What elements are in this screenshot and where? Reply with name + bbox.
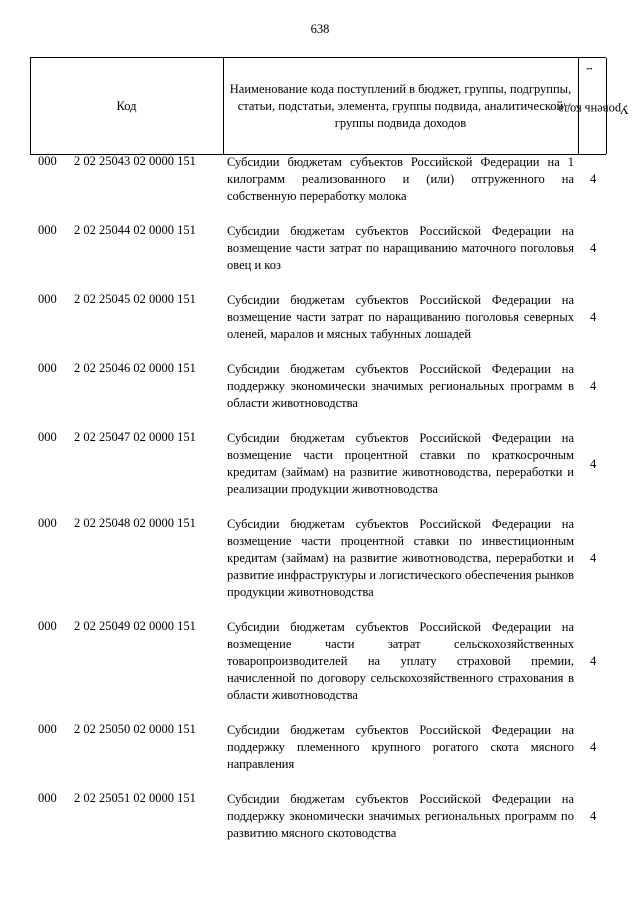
admin-code: 000 <box>38 516 57 530</box>
revenue-name: Субсидии бюджетам субъектов Российской Федерации на возмещение части процентной ставки по краткосрочным кредитам (займам) на развитие животноводства, переработки и реализации продукции животноводства <box>227 431 574 496</box>
code-level: 4 <box>590 809 597 823</box>
table-row <box>30 791 606 842</box>
table-row <box>30 516 606 601</box>
revenue-name: Субсидии бюджетам субъектов Российской Федерации на возмещение части затрат сельскохозяйственных товаропроизводителей на уплату страховой премии, начисленной по договору сельскохозяйственного страхования в области животноводства <box>227 620 574 702</box>
table-row <box>30 361 606 412</box>
header-level <box>558 58 630 154</box>
revenue-code: 2 02 25048 02 0000 151 <box>74 516 196 530</box>
header-name: Наименование кода поступлений в бюджет, группы, подгруппы, статьи, подстатьи, элемента, группы подвида, аналитической группы подвида доходов <box>229 81 572 130</box>
revenue-code: 2 02 25049 02 0000 151 <box>74 619 196 633</box>
revenue-code: 2 02 25044 02 0000 151 <box>74 223 196 237</box>
revenue-name: Субсидии бюджетам субъектов Российской Федерации на возмещение части затрат по наращиванию маточного поголовья овец и коз <box>227 224 574 272</box>
code-level: 4 <box>590 456 597 471</box>
table-row <box>30 223 606 274</box>
header-level-label: Уровень кода <box>558 103 630 118</box>
revenue-name: Субсидии бюджетам субъектов Российской Федерации на возмещение части процентной ставки по инвестиционным кредитам (займам) на развитие животноводства, переработки и развитие инфраструктуры и логистического обеспечения рынков продукции животноводства <box>227 517 574 599</box>
admin-code: 000 <box>38 722 57 736</box>
table-body <box>30 154 606 860</box>
code-level: 4 <box>590 241 597 255</box>
revenue-code: 2 02 25047 02 0000 151 <box>74 430 196 444</box>
admin-code: 000 <box>38 292 57 306</box>
table-row <box>30 154 606 205</box>
revenue-code: 2 02 25050 02 0000 151 <box>74 722 196 736</box>
admin-code: 000 <box>38 154 57 168</box>
code-level: 4 <box>590 740 597 754</box>
admin-code: 000 <box>38 223 57 237</box>
revenue-code: 2 02 25043 02 0000 151 <box>74 154 196 168</box>
table-row <box>30 619 606 704</box>
admin-code: 000 <box>38 791 57 805</box>
revenue-name: Субсидии бюджетам субъектов Российской Федерации на поддержку экономически значимых региональных программ в области животноводства <box>227 362 574 410</box>
header-level-footnote: 1 <box>585 67 595 72</box>
code-level: 4 <box>590 551 597 565</box>
code-level: 4 <box>590 654 597 668</box>
table-header <box>30 57 630 155</box>
table-row <box>30 430 606 498</box>
table-row <box>30 292 606 343</box>
header-code: Код <box>116 98 137 113</box>
admin-code: 000 <box>38 430 57 444</box>
revenue-code: 2 02 25045 02 0000 151 <box>74 292 196 306</box>
table-row <box>30 722 606 773</box>
code-level: 4 <box>590 172 597 186</box>
revenue-name: Субсидии бюджетам субъектов Российской Федерации на возмещение части затрат по наращиванию поголовья северных оленей, маралов и мясных табунных лошадей <box>227 293 574 341</box>
code-level: 4 <box>590 310 597 324</box>
revenue-code: 2 02 25051 02 0000 151 <box>74 791 196 805</box>
revenue-name: Субсидии бюджетам субъектов Российской Федерации на поддержку племенного крупного рогатого скота мясного направления <box>227 723 574 771</box>
revenue-name: Субсидии бюджетам субъектов Российской Федерации на 1 килограмм реализованного и (или) отгруженного на собственную переработку молока <box>227 155 574 203</box>
revenue-code: 2 02 25046 02 0000 151 <box>74 361 196 375</box>
page-number: 638 <box>310 22 330 36</box>
code-level: 4 <box>590 379 597 393</box>
admin-code: 000 <box>38 361 57 375</box>
admin-code: 000 <box>38 619 57 633</box>
revenue-name: Субсидии бюджетам субъектов Российской Федерации на поддержку экономически значимых региональных программ по развитию мясного скотоводства <box>227 792 574 840</box>
